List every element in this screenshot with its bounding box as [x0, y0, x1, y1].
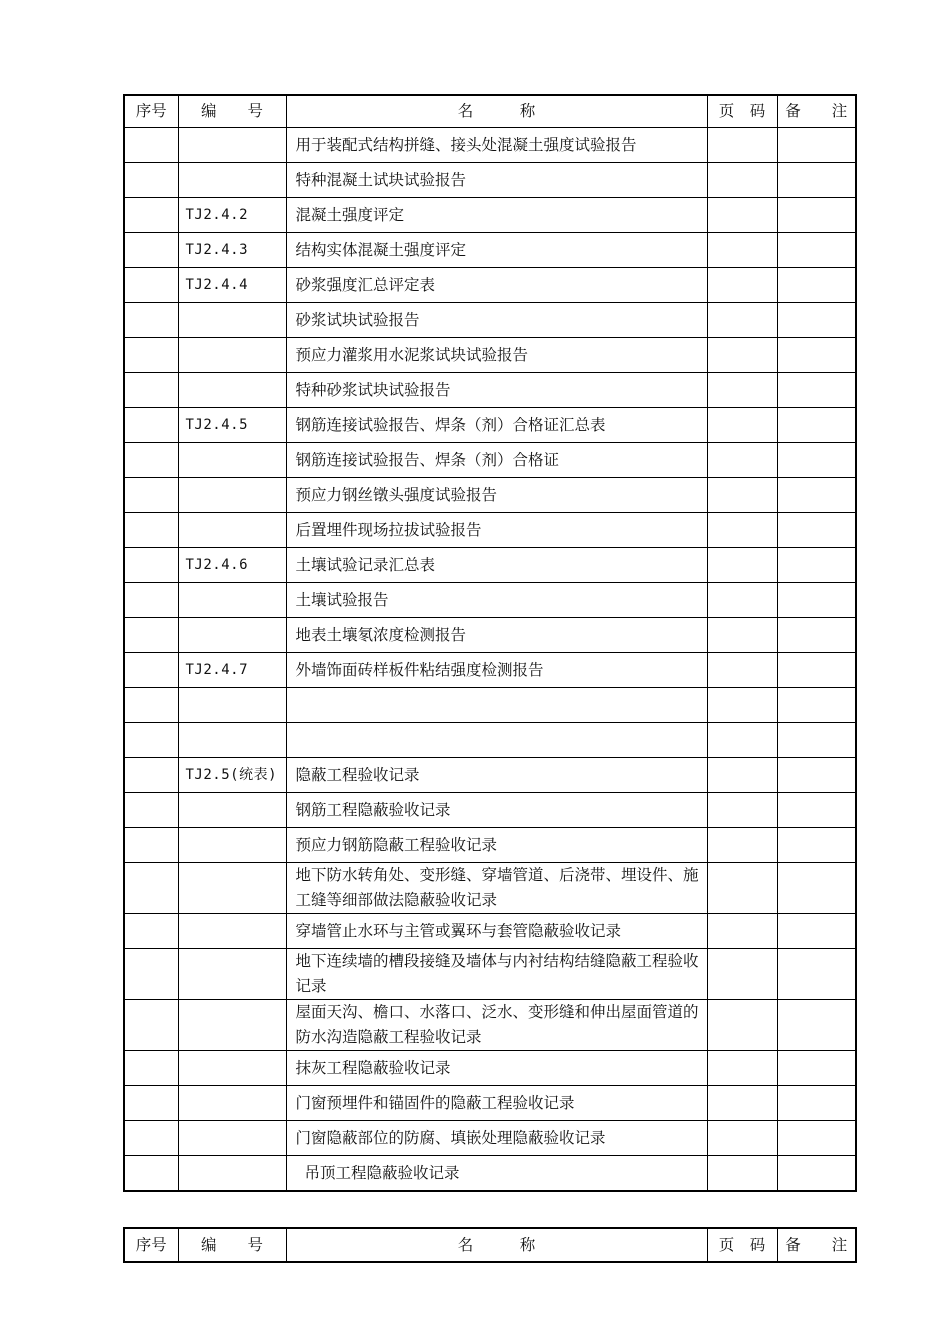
seq-cell: [124, 373, 178, 408]
table-row: [124, 1051, 856, 1086]
code-cell: [178, 793, 286, 828]
code-cell: [178, 914, 286, 949]
table-row: [124, 1121, 856, 1156]
seq-cell: [124, 198, 178, 233]
table-row: [124, 373, 856, 408]
page-cell: [707, 303, 777, 338]
table-row: [124, 1086, 856, 1121]
table-row: [124, 828, 856, 863]
name-cell: 预应力钢丝镦头强度试验报告: [286, 478, 707, 513]
page-cell: [707, 583, 777, 618]
page-cell: [707, 723, 777, 758]
remark-cell: [777, 373, 856, 408]
name-cell: 外墙饰面砖样板件粘结强度检测报告: [286, 653, 707, 688]
remark-cell: [777, 198, 856, 233]
remark-cell: [777, 513, 856, 548]
code-cell: [178, 338, 286, 373]
name-cell: 土壤试验报告: [286, 583, 707, 618]
table-row: [124, 548, 856, 583]
remark-cell: [777, 793, 856, 828]
header-name: 名 称: [286, 1228, 707, 1262]
name-cell: [286, 688, 707, 723]
code-cell: [178, 688, 286, 723]
name-cell: 钢筋工程隐蔽验收记录: [286, 793, 707, 828]
header-page: 页 码: [707, 95, 777, 128]
table-row: [124, 618, 856, 653]
page-cell: [707, 688, 777, 723]
table-row: [124, 163, 856, 198]
page-cell: [707, 478, 777, 513]
remark-cell: [777, 1051, 856, 1086]
code-cell: [178, 1086, 286, 1121]
name-cell: 吊顶工程隐蔽验收记录: [286, 1156, 707, 1192]
code-cell: [178, 1000, 286, 1051]
table-row: [124, 653, 856, 688]
remark-cell: [777, 1000, 856, 1051]
remark-cell: [777, 303, 856, 338]
code-cell: [178, 303, 286, 338]
table-row: [124, 513, 856, 548]
code-cell: TJ2.4.6: [178, 548, 286, 583]
table-row: [124, 914, 856, 949]
seq-cell: [124, 723, 178, 758]
name-cell: 隐蔽工程验收记录: [286, 758, 707, 793]
header-row: [124, 1228, 856, 1262]
code-cell: TJ2.4.5: [178, 408, 286, 443]
name-cell: 混凝土强度评定: [286, 198, 707, 233]
header-page: 页 码: [707, 1228, 777, 1262]
name-cell: 抹灰工程隐蔽验收记录: [286, 1051, 707, 1086]
table-row: [124, 443, 856, 478]
remark-cell: [777, 949, 856, 1000]
remark-cell: [777, 688, 856, 723]
page-cell: [707, 408, 777, 443]
page-cell: [707, 443, 777, 478]
page-cell: [707, 513, 777, 548]
name-cell: 地下连续墙的槽段接缝及墙体与内衬结构结缝隐蔽工程验收记录: [286, 949, 707, 1000]
page-cell: [707, 618, 777, 653]
name-cell: 砂浆强度汇总评定表: [286, 268, 707, 303]
code-cell: [178, 163, 286, 198]
remark-cell: [777, 233, 856, 268]
header-name: 名 称: [286, 95, 707, 128]
seq-cell: [124, 408, 178, 443]
seq-cell: [124, 688, 178, 723]
next-page-table-header: [123, 1227, 857, 1263]
header-seq: 序号: [124, 95, 178, 128]
name-cell: 用于装配式结构拼缝、接头处混凝土强度试验报告: [286, 128, 707, 163]
seq-cell: [124, 443, 178, 478]
name-cell: [286, 723, 707, 758]
header-remark: 备 注: [777, 95, 856, 128]
name-cell: 砂浆试块试验报告: [286, 303, 707, 338]
name-cell: 门窗预埋件和锚固件的隐蔽工程验收记录: [286, 1086, 707, 1121]
code-cell: TJ2.4.4: [178, 268, 286, 303]
seq-cell: [124, 793, 178, 828]
code-cell: [178, 443, 286, 478]
remark-cell: [777, 618, 856, 653]
name-cell: 钢筋连接试验报告、焊条（剂）合格证: [286, 443, 707, 478]
remark-cell: [777, 408, 856, 443]
remark-cell: [777, 583, 856, 618]
remark-cell: [777, 163, 856, 198]
code-cell: TJ2.5(统表): [178, 758, 286, 793]
seq-cell: [124, 478, 178, 513]
seq-cell: [124, 653, 178, 688]
table-row: [124, 198, 856, 233]
code-cell: [178, 723, 286, 758]
page-cell: [707, 914, 777, 949]
code-cell: [178, 1051, 286, 1086]
code-cell: [178, 1121, 286, 1156]
remark-cell: [777, 478, 856, 513]
remark-cell: [777, 1121, 856, 1156]
table-row: [124, 723, 856, 758]
seq-cell: [124, 618, 178, 653]
seq-cell: [124, 163, 178, 198]
name-cell: 屋面天沟、檐口、水落口、泛水、变形缝和伸出屋面管道的防水沟造隐蔽工程验收记录: [286, 1000, 707, 1051]
remark-cell: [777, 1156, 856, 1192]
remark-cell: [777, 914, 856, 949]
page-cell: [707, 1156, 777, 1192]
table-row: [124, 1000, 856, 1051]
remark-cell: [777, 128, 856, 163]
code-cell: [178, 1156, 286, 1192]
remark-cell: [777, 338, 856, 373]
page-cell: [707, 198, 777, 233]
table-row: [124, 583, 856, 618]
remark-cell: [777, 758, 856, 793]
name-cell: 门窗隐蔽部位的防腐、填嵌处理隐蔽验收记录: [286, 1121, 707, 1156]
table-row: [124, 793, 856, 828]
table-row: [124, 758, 856, 793]
seq-cell: [124, 548, 178, 583]
header-code: 编 号: [178, 95, 286, 128]
code-cell: [178, 373, 286, 408]
remark-cell: [777, 443, 856, 478]
page-cell: [707, 233, 777, 268]
seq-cell: [124, 513, 178, 548]
page-cell: [707, 128, 777, 163]
seq-cell: [124, 233, 178, 268]
code-cell: [178, 863, 286, 914]
table-row: [124, 688, 856, 723]
seq-cell: [124, 914, 178, 949]
page-cell: [707, 828, 777, 863]
page-cell: [707, 338, 777, 373]
name-cell: 地下防水转角处、变形缝、穿墙管道、后浇带、埋设件、施工缝等细部做法隐蔽验收记录: [286, 863, 707, 914]
table-row: [124, 949, 856, 1000]
page-cell: [707, 1000, 777, 1051]
table-row: [124, 1156, 856, 1192]
name-cell: 特种混凝土试块试验报告: [286, 163, 707, 198]
remark-cell: [777, 1086, 856, 1121]
remark-cell: [777, 723, 856, 758]
seq-cell: [124, 828, 178, 863]
name-cell: 钢筋连接试验报告、焊条（剂）合格证汇总表: [286, 408, 707, 443]
remark-cell: [777, 653, 856, 688]
seq-cell: [124, 949, 178, 1000]
code-cell: [178, 949, 286, 1000]
name-cell: 预应力钢筋隐蔽工程验收记录: [286, 828, 707, 863]
seq-cell: [124, 1086, 178, 1121]
page-cell: [707, 863, 777, 914]
name-cell: 后置埋件现场拉拔试验报告: [286, 513, 707, 548]
header-seq: 序号: [124, 1228, 178, 1262]
seq-cell: [124, 128, 178, 163]
table-row: [124, 268, 856, 303]
table-row: [124, 128, 856, 163]
name-cell: 土壤试验记录汇总表: [286, 548, 707, 583]
header-remark: 备 注: [777, 1228, 856, 1262]
table-row: [124, 303, 856, 338]
seq-cell: [124, 303, 178, 338]
table-row: [124, 233, 856, 268]
table-row: [124, 338, 856, 373]
page-cell: [707, 653, 777, 688]
page-cell: [707, 949, 777, 1000]
name-cell: 结构实体混凝土强度评定: [286, 233, 707, 268]
seq-cell: [124, 1051, 178, 1086]
seq-cell: [124, 1000, 178, 1051]
seq-cell: [124, 583, 178, 618]
page-cell: [707, 548, 777, 583]
page-cell: [707, 1051, 777, 1086]
code-cell: TJ2.4.2: [178, 198, 286, 233]
index-table: [123, 94, 857, 1192]
name-cell: 地表土壤氡浓度检测报告: [286, 618, 707, 653]
code-cell: [178, 583, 286, 618]
name-cell: 穿墙管止水环与主管或翼环与套管隐蔽验收记录: [286, 914, 707, 949]
page-cell: [707, 373, 777, 408]
header-row: [124, 95, 856, 128]
page-cell: [707, 163, 777, 198]
seq-cell: [124, 1121, 178, 1156]
page-cell: [707, 758, 777, 793]
code-cell: [178, 513, 286, 548]
table-row: [124, 478, 856, 513]
name-cell: 特种砂浆试块试验报告: [286, 373, 707, 408]
seq-cell: [124, 338, 178, 373]
name-cell: 预应力灌浆用水泥浆试块试验报告: [286, 338, 707, 373]
code-cell: [178, 828, 286, 863]
page-cell: [707, 793, 777, 828]
remark-cell: [777, 268, 856, 303]
code-cell: [178, 128, 286, 163]
page-cell: [707, 1121, 777, 1156]
page-cell: [707, 268, 777, 303]
table-row: [124, 863, 856, 914]
page-cell: [707, 1086, 777, 1121]
remark-cell: [777, 548, 856, 583]
code-cell: TJ2.4.3: [178, 233, 286, 268]
seq-cell: [124, 758, 178, 793]
seq-cell: [124, 268, 178, 303]
table-row: [124, 408, 856, 443]
code-cell: [178, 478, 286, 513]
header-code: 编 号: [178, 1228, 286, 1262]
seq-cell: [124, 863, 178, 914]
remark-cell: [777, 863, 856, 914]
code-cell: [178, 618, 286, 653]
seq-cell: [124, 1156, 178, 1192]
code-cell: TJ2.4.7: [178, 653, 286, 688]
remark-cell: [777, 828, 856, 863]
